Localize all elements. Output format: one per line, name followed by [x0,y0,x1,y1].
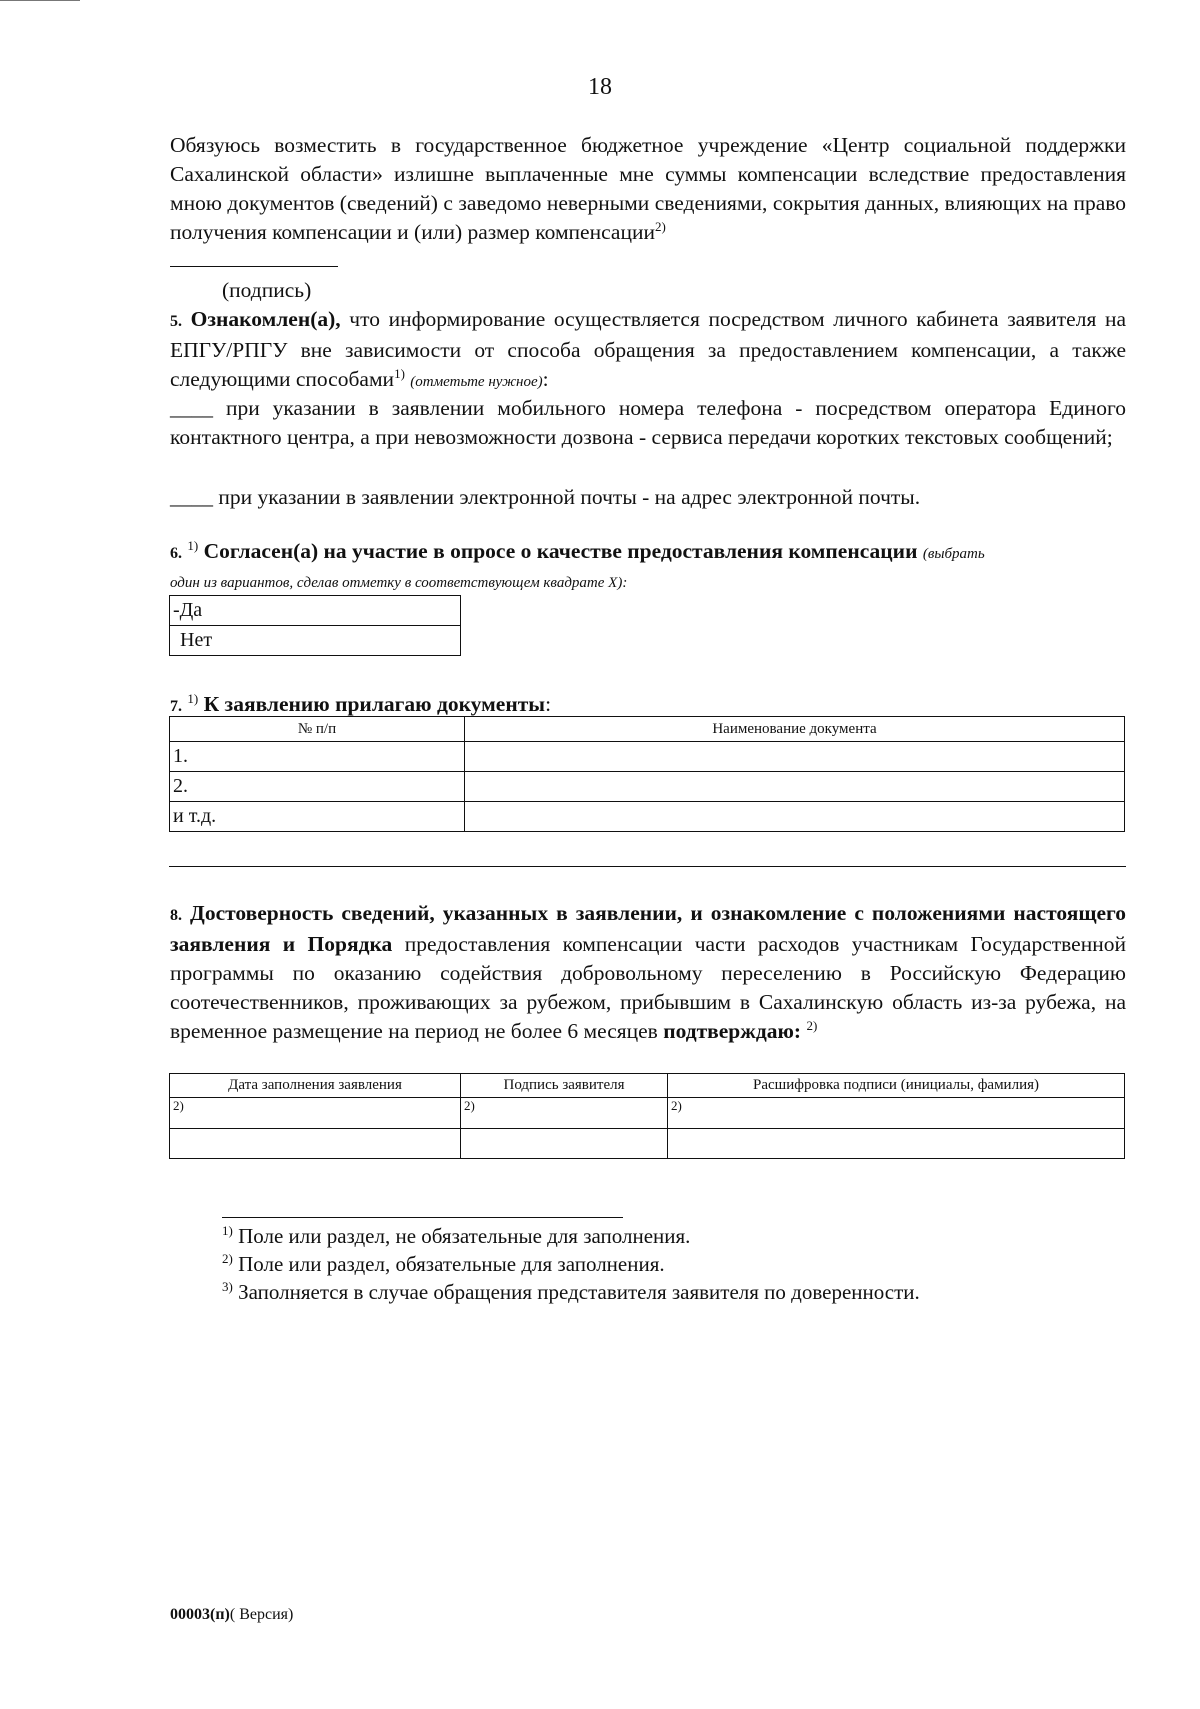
signature-line[interactable] [170,266,338,267]
section-divider [169,866,1126,867]
header-row-number: № п/п [170,717,465,742]
applicant-signature-cell[interactable] [461,1129,668,1159]
table-row [170,1129,1125,1159]
section-5-text: что информирование осуществляется посредством личного кабинета заявителя на ЕПГУ/РПГУ вне зависимости от способа обращения за предоставлением компенсации, а также следующими способами [170,307,1126,391]
section-6-note-a: (выбрать [922,546,985,562]
footnote-1-mark: 1) [222,1223,233,1238]
document-name-cell[interactable] [465,802,1125,832]
section-8-bold-a: Достоверность сведений, указанных в заявлении, и ознакомление с положениями настоящего заявления и Порядка [170,901,1126,956]
document-name-cell[interactable] [465,772,1125,802]
section-7-bold: К заявлению прилагаю документы [203,692,546,716]
obligation-text: Обязуюсь возместить в государственное бюджетное учреждение «Центр социальной поддержки Сахалинской области» излишне выплаченные мне суммы компенсации вследствие предоставления мною документов (сведений) с заведомо неверными сведениями, сокрытия данных, влияющих на право получения компенсации и (или) размер компенсации [170,133,1126,244]
table-row [170,742,1125,772]
section-8-text: предоставления компенсации части расходов участникам Государственной программы по оказанию содействия добровольному переселению в Российскую Федерацию соотечественников, проживающих за рубежом, прибывшим в Сахалинскую область из-за рубежа, на временное размещение на период не более 6 месяцев [170,932,1126,1043]
table-row [170,772,1125,802]
attached-documents-table [169,716,1125,832]
section-5-option-email[interactable]: ____ при указании в заявлении электронной почты - на адрес электронной почты. [170,485,921,509]
footnote-2-mark: 2) [222,1251,233,1266]
document-name-cell[interactable] [465,742,1125,772]
footnote-3 [222,1278,920,1306]
section-7-footnote-mark: 1) [187,690,199,706]
header-fill-date: Дата заполнения заявления [170,1074,461,1098]
section-5-colon: : [542,367,549,391]
row-number: и т.д. [170,802,465,832]
footnote-1-text: Поле или раздел, не обязательные для заполнения. [238,1224,691,1248]
signature-decoding-cell[interactable]: 2) [668,1098,1125,1129]
confirmation-table [169,1073,1125,1159]
header-signature-decoding: Расшифровка подписи (инициалы, фамилия) [668,1074,1125,1098]
section-5 [170,305,1126,397]
row-number: 2. [170,772,465,802]
applicant-signature-cell[interactable]: 2) [461,1098,668,1129]
scan-edge-mark [0,0,80,1]
section-7-number: 7. [170,698,182,715]
fill-date-cell[interactable]: 2) [170,1098,461,1129]
footnote-2-text: Поле или раздел, обязательные для заполнения. [238,1252,665,1276]
form-version-footer [170,1606,293,1624]
obligation-paragraph [170,131,1126,247]
table-row [170,802,1125,832]
footnote-1 [222,1222,690,1250]
section-7-colon: : [545,692,552,716]
signature-caption: (подпись) [222,278,312,302]
poll-option-no[interactable]: Нет [170,626,461,656]
section-6-footnote-mark: 1) [187,537,199,553]
poll-option-yes[interactable]: -Да [170,596,461,626]
signature-decoding-cell[interactable] [668,1129,1125,1159]
section-8-bold-b: подтверждаю: [663,1019,802,1043]
header-applicant-signature: Подпись заявителя [461,1074,668,1098]
section-8-number: 8. [170,907,182,924]
form-code: 00003(п) [170,1606,230,1623]
row-number: 1. [170,742,465,772]
obligation-footnote-mark: 2) [654,218,666,234]
section-5-footnote-mark: 1) [394,365,405,381]
form-version: ( Версия) [229,1606,294,1623]
section-5-bold: Ознакомлен(а), [190,307,341,331]
section-6-note-b: один из вариантов, сделав отметку в соответствующем квадрате Х): [170,575,628,591]
fill-date-cell[interactable] [170,1129,461,1159]
section-6-bold: Согласен(а) на участие в опросе о качестве предоставления компенсации [203,539,918,563]
section-5-option-phone[interactable]: ____ при указании в заявлении мобильного номера телефона - посредством оператора Единого контактного центра, а при невозможности дозвона - сервиса передачи коротких текстовых сообщений; [170,396,1126,449]
section-6-heading [170,537,985,569]
section-5-number: 5. [170,313,182,330]
section-8 [170,899,1126,1046]
footnote-3-mark: 3) [222,1279,233,1294]
section-6-number: 6. [170,545,182,562]
footnote-separator [222,1217,623,1218]
section-5-note: (отметьте нужное) [410,374,543,390]
header-document-name: Наименование документа [465,717,1125,742]
section-8-footnote-mark: 2) [806,1017,818,1033]
poll-consent-table [169,595,461,656]
footnote-2 [222,1250,665,1278]
page-number: 18 [588,74,612,100]
table-row [170,1098,1125,1129]
footnote-3-text: Заполняется в случае обращения представителя заявителя по доверенности. [238,1280,920,1304]
